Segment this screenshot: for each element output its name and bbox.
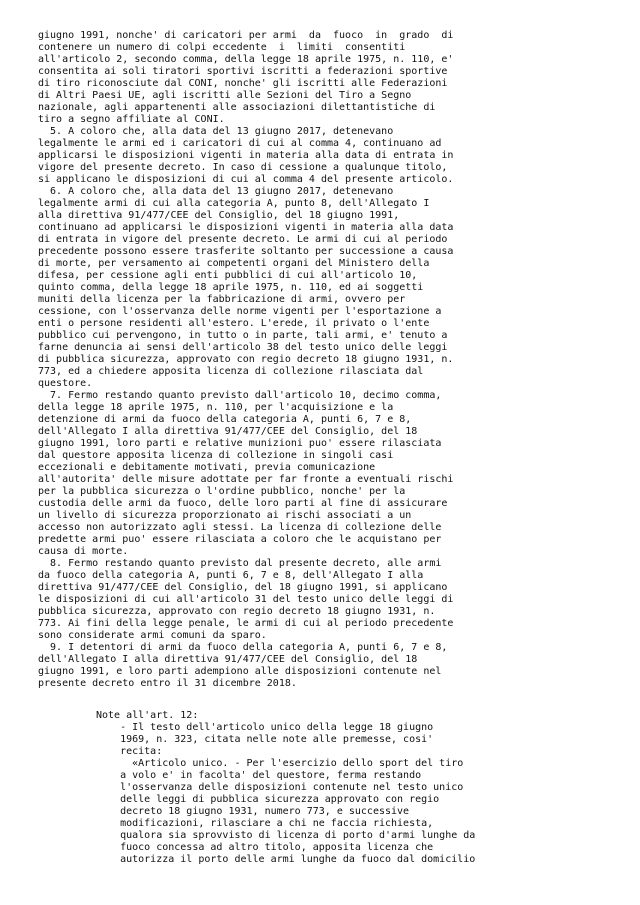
body-line: detenzione di armi da fuoco della categoria A, punti 6, 7 e 8, [38, 414, 412, 425]
body-line: di morte, per versamento ai competenti organi del Ministero della [38, 258, 430, 269]
body-line: sono considerate armi comuni da sparo. [38, 630, 267, 641]
body-line: alla direttiva 91/477/CEE del Consiglio, del 18 giugno 1991, [38, 210, 400, 221]
body-line: continuano ad applicarsi le disposizioni vigenti in materia alla data [38, 222, 454, 233]
note-line: l'osservanza delle disposizioni contenute nel testo unico [96, 782, 464, 793]
note-line: delle leggi di pubblica sicurezza approvato con regio [96, 794, 440, 805]
body-line: all'autorita' delle misure adottate per far fronte a eventuali rischi [38, 474, 454, 485]
body-line: eccezionali e debitamente motivati, previa comunicazione [38, 462, 376, 473]
note-line: recita: [96, 746, 163, 757]
body-line: precedente possono essere trasferite soltanto per successione a causa [38, 246, 454, 257]
note-line: qualora sia sprovvisto di licenza di porto d'armi lunghe da [96, 830, 476, 841]
body-line: legalmente armi di cui alla categoria A, punto 8, dell'Allegato I [38, 198, 430, 209]
body-line: accesso non autorizzato agli stessi. La licenza di collezione delle [38, 522, 442, 533]
body-line: della legge 18 aprile 1975, n. 110, per l'acquisizione e la [38, 402, 394, 413]
body-line: un livello di sicurezza proporzionato ai rischi associati a un [38, 510, 412, 521]
body-line: muniti della licenza per la fabbricazione di armi, ovvero per [38, 294, 406, 305]
body-line: consentita ai soli tiratori sportivi iscritti a federazioni sportive [38, 66, 448, 77]
body-line: di Altri Paesi UE, agli iscritti alle Sezioni del Tiro a Segno [38, 90, 412, 101]
body-line: tiro a segno affiliate al CONI. [38, 114, 225, 125]
body-line: custodia delle armi da fuoco, delle loro parti al fine di assicurare [38, 498, 448, 509]
body-line: legalmente le armi ed i caricatori di cui al comma 4, continuano ad [38, 138, 442, 149]
body-line: 5. A coloro che, alla data del 13 giugno 2017, detenevano [38, 126, 394, 137]
note-line: autorizza il porto delle armi lunghe da fuoco dal domicilio [96, 854, 476, 865]
body-line: per la pubblica sicurezza o l'ordine pubblico, nonche' per la [38, 486, 406, 497]
body-line: vigore del presente decreto. In caso di cessione a qualunque titolo, [38, 162, 448, 173]
body-line: pubblico cui pervengono, in tutto o in parte, tali armi, e' tenuto a [38, 330, 448, 341]
body-line: dal questore apposita licenza di collezione in singoli casi [38, 450, 394, 461]
note-line: «Articolo unico. - Per l'esercizio dello sport del tiro [96, 758, 464, 769]
body-line: di tiro riconosciute dal CONI, nonche' gli iscritti alle Federazioni [38, 78, 448, 89]
note-line: modificazioni, rilasciare a chi ne faccia richiesta, [96, 818, 434, 829]
body-line: di entrata in vigore del presente decreto. Le armi di cui al periodo [38, 234, 448, 245]
body-line: farne denuncia ai sensi dell'articolo 38 del testo unico delle leggi [38, 342, 448, 353]
notes-heading: Note all'art. 12: [96, 710, 199, 721]
body-line: cessione, con l'osservanza delle norme vigenti per l'esportazione a [38, 306, 442, 317]
body-line: causa di morte. [38, 546, 129, 557]
body-line: giugno 1991, e loro parti adempiono alle disposizioni contenute nel [38, 666, 442, 677]
body-line: nazionale, agli appartenenti alle associazioni dilettantistiche di [38, 102, 436, 113]
body-line: direttiva 91/477/CEE del Consiglio, del 18 giugno 1991, si applicano [38, 582, 448, 593]
body-line: pubblica sicurezza, approvato con regio decreto 18 giugno 1931, n. [38, 606, 436, 617]
body-line: 9. I detentori di armi da fuoco della categoria A, punti 6, 7 e 8, [38, 642, 448, 653]
body-line: predette armi puo' essere rilasciata a coloro che le acquistano per [38, 534, 442, 545]
body-line: si applicano le disposizioni di cui al comma 4 del presente articolo. [38, 174, 454, 185]
body-line: 773. Ai fini della legge penale, le armi di cui al periodo precedente [38, 618, 454, 629]
body-line: applicarsi le disposizioni vigenti in materia alla data di entrata in [38, 150, 454, 161]
body-line: questore. [38, 378, 93, 389]
body-line: giugno 1991, nonche' di caricatori per armi da fuoco in grado di [38, 30, 454, 41]
body-line: di pubblica sicurezza, approvato con regio decreto 18 giugno 1931, n. [38, 354, 454, 365]
note-line: - Il testo dell'articolo unico della legge 18 giugno [96, 722, 434, 733]
body-line: contenere un numero di colpi eccedente i limiti consentiti [38, 42, 406, 53]
body-line: enti o persone residenti all'estero. L'erede, il privato o l'ente [38, 318, 430, 329]
body-line: 6. A coloro che, alla data del 13 giugno 2017, detenevano [38, 186, 394, 197]
body-line: 8. Fermo restando quanto previsto dal presente decreto, alle armi [38, 558, 442, 569]
note-line: decreto 18 giugno 1931, numero 773, e successive [96, 806, 410, 817]
body-line: da fuoco della categoria A, punti 6, 7 e 8, dell'Allegato I alla [38, 570, 424, 581]
body-line: dell'Allegato I alla direttiva 91/477/CEE del Consiglio, del 18 [38, 426, 418, 437]
body-line: presente decreto entro il 31 dicembre 2018. [38, 678, 297, 689]
note-line: fuoco concessa ad altro titolo, apposita licenza che [96, 842, 434, 853]
body-line: difesa, per cessione agli enti pubblici di cui all'articolo 10, [38, 270, 418, 281]
body-line: le disposizioni di cui all'articolo 31 del testo unico delle leggi di [38, 594, 454, 605]
body-line: quinto comma, della legge 18 aprile 1975, n. 110, ed ai soggetti [38, 282, 424, 293]
body-line: giugno 1991, loro parti e relative munizioni puo' essere rilasciata [38, 438, 442, 449]
body-line: 7. Fermo restando quanto previsto dall'articolo 10, decimo comma, [38, 390, 442, 401]
note-line: 1969, n. 323, citata nelle note alle premesse, cosi' [96, 734, 434, 745]
body-line: all'articolo 2, secondo comma, della legge 18 aprile 1975, n. 110, e' [38, 54, 454, 65]
note-line: a volo e' in facolta' del questore, ferma restando [96, 770, 422, 781]
body-line: 773, ed a chiedere apposita licenza di collezione rilasciata dal [38, 366, 424, 377]
body-line: dell'Allegato I alla direttiva 91/477/CEE del Consiglio, del 18 [38, 654, 418, 665]
